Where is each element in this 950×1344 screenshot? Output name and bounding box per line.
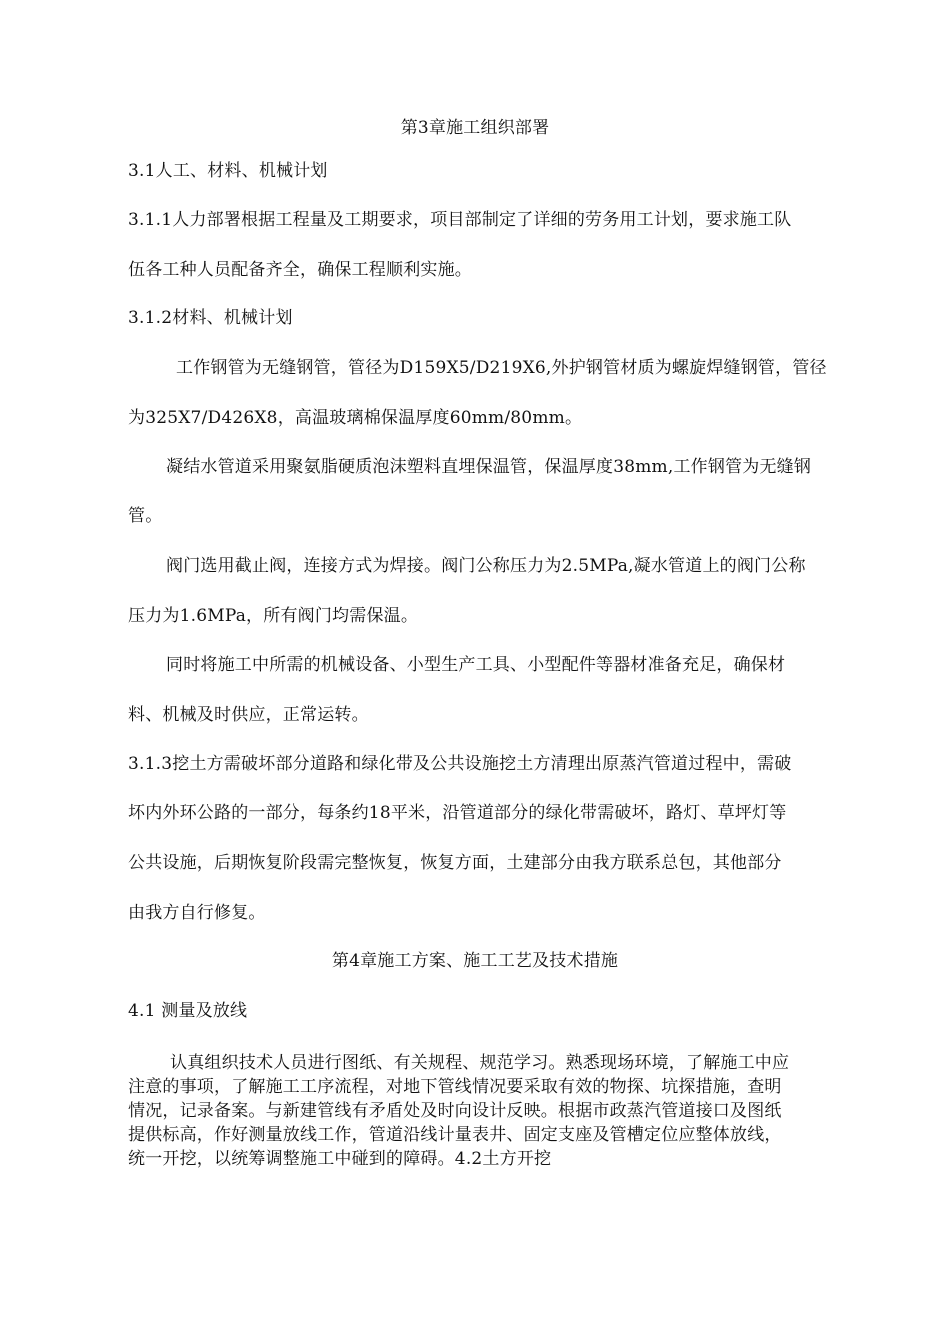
survey-paragraph-line-1: 认真组织技术人员进行图纸、有关规程、规范学习。熟悉现场环境，了解施工中应 (170, 1053, 790, 1073)
survey-paragraph-line-2: 注意的事项，了解施工工序流程，对地下管线情况要采取有效的物探、坑探措施，查明 (128, 1077, 782, 1097)
survey-paragraph-line-5: 统一开挖，以统筹调整施工中碰到的障碍。4.2土方开挖 (128, 1149, 552, 1169)
paragraph-valve-line-1: 阀门选用截止阀，连接方式为焊接。阀门公称压力为2.5MPa,凝水管道上的阀门公称 (166, 556, 806, 576)
survey-paragraph-line-4: 提供标高，作好测量放线工作，管道沿线计量表井、固定支座及管槽定位应整体放线， (128, 1125, 782, 1145)
section-3-1-3-line-4: 由我方自行修复。 (128, 903, 266, 923)
paragraph-equipment-line-1: 同时将施工中所需的机械设备、小型生产工具、小型配件等器材准备充足，确保材 (166, 655, 786, 675)
paragraph-equipment-line-2: 料、机械及时供应，正常运转。 (128, 705, 369, 725)
section-3-1-heading: 3.1人工、材料、机械计划 (128, 161, 328, 181)
section-3-1-3-line-3: 公共设施，后期恢复阶段需完整恢复，恢复方面，土建部分由我方联系总包，其他部分 (128, 853, 782, 873)
paragraph-pipe-line-1: 工作钢管为无缝钢管，管径为D159X5/D219X6,外护钢管材质为螺旋焊缝钢管，管径 (176, 358, 827, 378)
section-3-1-2-heading: 3.1.2材料、机械计划 (128, 308, 293, 328)
chapter-4-title: 第4章施工方案、施工工艺及技术措施 (331, 951, 619, 971)
paragraph-condensate-line-1: 凝结水管道采用聚氨脂硬质泡沫塑料直埋保温管，保温厚度38mm,工作钢管为无缝钢 (166, 457, 812, 477)
section-4-1-heading: 4.1 测量及放线 (128, 1001, 248, 1021)
paragraph-condensate-line-2: 管。 (128, 506, 163, 526)
section-3-1-1-line-2: 伍各工种人员配备齐全，确保工程顺利实施。 (128, 260, 472, 280)
section-3-1-3-line-2: 坏内外环公路的一部分，每条约18平米，沿管道部分的绿化带需破坏，路灯、草坪灯等 (128, 803, 787, 823)
survey-paragraph-line-3: 情况，记录备案。与新建管线有矛盾处及时向设计反映。根据市政蒸汽管道接口及图纸 (128, 1101, 782, 1121)
paragraph-valve-line-2: 压力为1.6MPa，所有阀门均需保温。 (128, 606, 419, 626)
section-3-1-3-line-1: 3.1.3挖土方需破坏部分道路和绿化带及公共设施挖土方清理出原蒸汽管道过程中，需破 (128, 754, 792, 774)
section-3-1-1-line-1: 3.1.1人力部署根据工程量及工期要求，项目部制定了详细的劳务用工计划，要求施工队 (128, 210, 792, 230)
paragraph-pipe-line-2: 为325X7/D426X8，高温玻璃棉保温厚度60mm/80mm。 (128, 408, 583, 428)
chapter-3-title: 第3章施工组织部署 (400, 118, 550, 138)
